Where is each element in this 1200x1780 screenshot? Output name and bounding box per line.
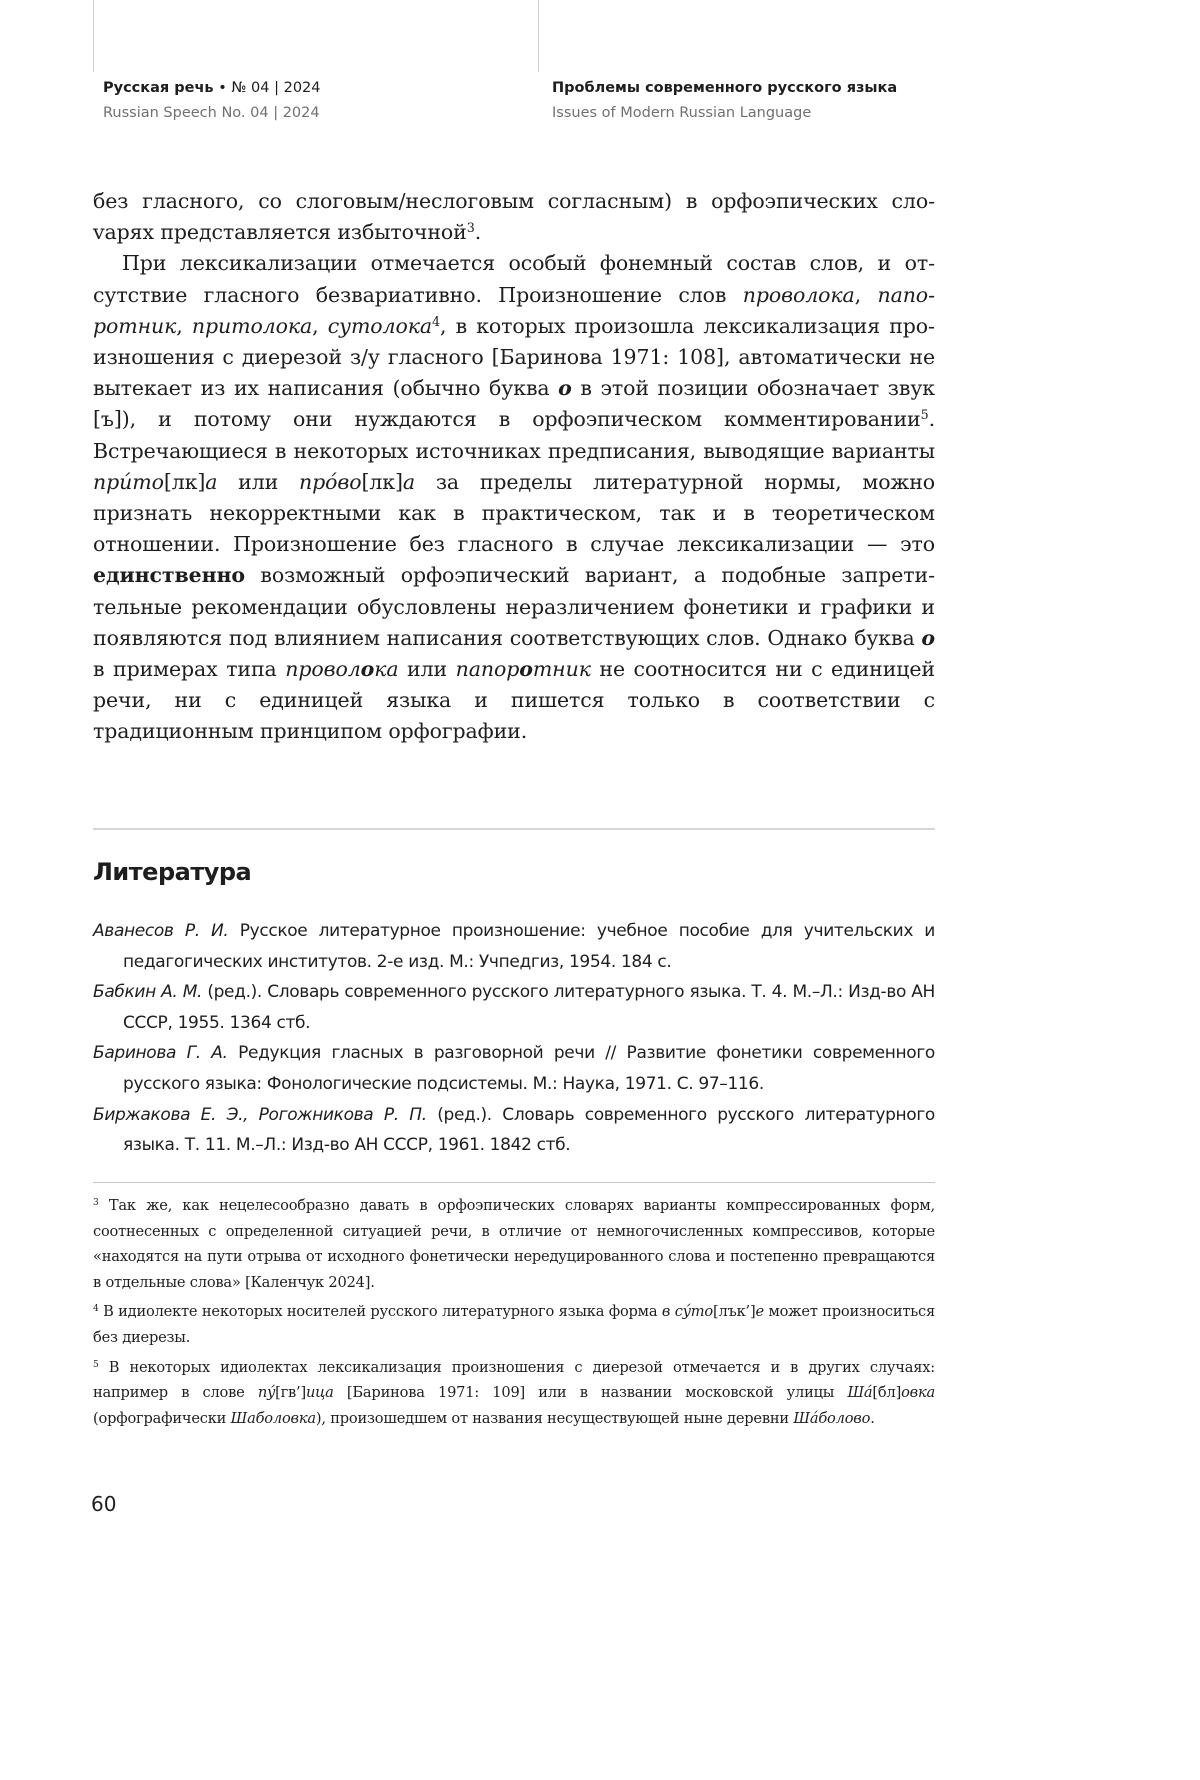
footnote-text: . [870,1409,875,1427]
transcription: [лък’] [712,1303,756,1321]
header-divider-right [538,0,539,72]
emphasized-letter: о [921,625,935,650]
emphasized-letter: о [558,376,572,401]
transcription: [лк] [361,469,403,494]
text-run: При лексикализации отмечается особый фонемный состав слов, и отсутствие гласного безвариативно. Произношение слов [93,251,935,307]
example-word: а [205,469,218,494]
text-run: в этой позиции обозначает звук [ъ]), и потому они нуждаются в орфоэпическом комментировании [93,376,935,432]
example-word: тник [532,657,591,682]
example-word: Шаболовка [230,1409,316,1427]
paragraph-2 [93,248,935,747]
footnote-ref[interactable]: 4 [431,313,440,329]
text-run: не соотносится ни с единицей речи, ни с единицей языка и пишется только в соответствии с традиционным принципом орфографии. [93,657,935,744]
example-word: а [402,469,416,494]
reference-text: (ред.). Словарь современного русского литературного языка. Т. 4. М.–Л.: Изд-во АН СССР, 1955. 1364 стб. [123,982,935,1033]
footnote-text: (орфографически [93,1409,231,1427]
reference-item [93,1038,935,1099]
section-header [552,76,897,127]
main-text [93,186,935,748]
journal-header [103,76,321,127]
footnote-text: [Баринова 1971: 109] или в названии московской улицы [333,1384,848,1402]
example-word: овка [901,1384,935,1402]
transcription: [бл] [872,1384,902,1402]
paragraph-1 [93,186,935,248]
example-word: ица [305,1384,334,1402]
example-word: Шáболово [793,1409,871,1427]
example-word: притолока [191,313,313,338]
footnote-text: ), произошедшем от названия несуществующей ныне деревни [315,1409,794,1427]
reference-author: Аванесов Р. И. [93,921,229,941]
transcription: [гв’] [275,1384,306,1402]
example-word: папор [455,657,520,682]
text-run: в примерах типа [93,657,286,682]
footnote-text: Так же, как нецелесообразно давать в орфоэпических словарях варианты компрессированных форм, соотнесенных с определенной ситуацией речи, в отличие от немногочисленных компрессивов, которые «находятся на пути отрыва от исходного фонетически нередуцированного слова и постепенно превращаются в отдельные слова» [Каленчук 2024]. [93,1197,935,1291]
reference-author: Бабкин А. М. [93,982,203,1003]
section-divider [93,828,935,830]
example-word: е [755,1303,764,1321]
page-number: 60 [91,1492,117,1516]
text-run: , [854,282,878,307]
footnote-number: 5 [93,1359,99,1370]
text-run: , [176,313,192,338]
example-word: папоротник [93,282,935,338]
journal-issue: • № 04 | 2024 [218,80,321,96]
journal-title-en: Russian Speech No. 04 | 2024 [103,105,320,121]
reference-item [93,1100,935,1161]
reference-list [93,916,935,1161]
transcription: [лк] [163,469,206,494]
journal-name: Русская речь [103,80,214,96]
section-title-en: Issues of Modern Russian Language [552,105,812,121]
text-run: , [312,313,328,338]
example-word: сутолока [327,313,432,338]
footnote-ref[interactable]: 5 [920,407,929,423]
footnote-number: 3 [93,1198,99,1209]
footnote-number: 4 [93,1304,99,1315]
emphasized-letter: о [519,657,533,682]
reference-item [93,977,935,1038]
example-word: провол [285,657,361,682]
footnote-5 [93,1355,935,1432]
example-word: Шá [847,1384,873,1402]
example-word: прóво [299,469,362,494]
section-title-ru [552,76,897,100]
literature-heading: Литература [93,858,252,886]
text-run: , в которых произошла лексикализация произношения с диерезой з/у гласного [Баринова 1971: 108], автоматически не вытекает из их написания (обычно буква [93,313,935,401]
text-run: или [398,657,456,682]
example-word: ка [374,657,399,682]
text-run: возможный орфоэпический вариант, а подобные запретительные рекомендации обусловлены неразличением фонетики и графики и появляются под влиянием написания соответствующих слов. Однако буква [93,563,935,650]
footnotes [93,1193,935,1435]
reference-author: Биржакова Е. Э., Рогожникова Р. П. [93,1104,427,1125]
footnote-text: В некоторых идиолектах лексикализация произношения с диерезой отмечается и в других случаях: например в слове [93,1358,935,1402]
text-run: за пределы литературной нормы, можно признать некорректными как в практическом, так и в теоретическом отношении. Произношение без гласного в случае лексикализации — это [93,469,935,557]
reference-text: Русское литературное произношение: учебное пособие для учительских и педагогических институтов. 2-е изд. М.: Учпедгиз, 1954. 184 с. [123,921,936,972]
section-name: Проблемы современного русского языка [552,80,898,96]
text-run: . [474,220,482,245]
example-word: в сýто [661,1303,713,1321]
footnote-text: В идиолекте некоторых носителей русского литературного языка форма [98,1303,662,1321]
emphasized-letter: о [360,657,375,682]
reference-text: (ред.). Словарь современного русского литературного языка. Т. 11. М.–Л.: Изд-во АН СССР, 1961. 1842 стб. [123,1104,935,1156]
journal-title-ru [103,76,321,100]
reference-author: Баринова Г. А. [93,1043,228,1064]
emphasized-word: единственно [93,563,245,588]
example-word: пý [257,1384,276,1402]
example-word: прúто [93,469,164,494]
text-run: . Встречающиеся в некоторых источниках предписания, выводящие варианты [93,407,935,463]
text-run: или [217,469,300,494]
example-word: проволока [742,282,855,307]
reference-item [93,916,935,977]
footnote-text: может произноситься без диерезы. [93,1303,936,1346]
header-divider-left [93,0,94,72]
footnote-divider [93,1182,935,1183]
footnote-4 [93,1299,935,1350]
reference-text: Редукция гласных в разговорной речи // Развитие фонетики современного русского языка: Фонологические подсистемы. М.: Наука, 1971. С. 97–116. [123,1043,935,1094]
footnote-ref[interactable]: 3 [466,220,475,236]
text-run: без гласного, со слоговым/неслоговым согласным) в орфоэпических слоvарях представляется избыточной [93,189,935,245]
footnote-3 [93,1193,935,1295]
